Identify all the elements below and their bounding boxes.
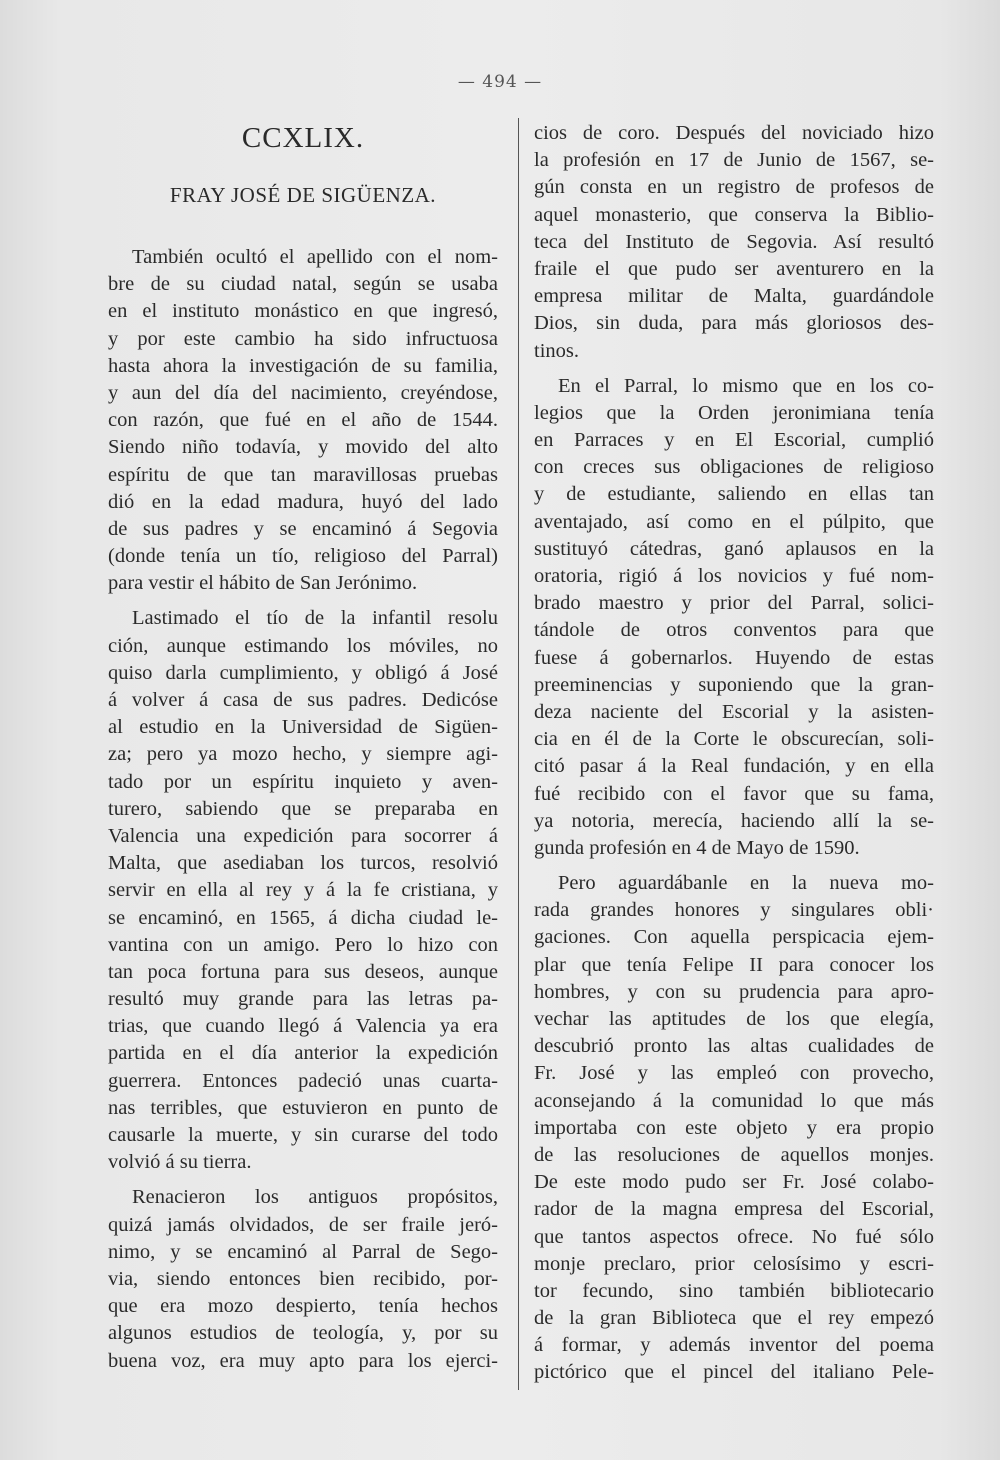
text-line: causarle la muerte, y sin curarse del todo: [108, 1124, 498, 1146]
text-line: teca del Instituto de Segovia. Así resultó: [534, 230, 934, 253]
text-line: de la gran Biblioteca que el rey empezó: [534, 1307, 934, 1330]
text-line: nimo, y se encaminó al Parral de Sego-: [108, 1240, 498, 1263]
text-line: tor fecundo, sino también bibliotecario: [534, 1279, 934, 1302]
text-line: y de estudiante, saliendo en ellas tan: [534, 483, 934, 506]
paragraph-gap: [534, 365, 934, 373]
text-line: á formar, y además inventor del poema: [534, 1334, 934, 1357]
text-line: en Parraces y en El Escorial, cumplió: [534, 429, 934, 452]
text-line: rador de la magna empresa del Escorial,: [534, 1198, 934, 1221]
text-line: empresa militar de Malta, guardándole: [534, 285, 934, 308]
text-line: cios de coro. Después del noviciado hizo: [534, 122, 934, 144]
page-number: — 494 —: [457, 72, 543, 92]
text-line: vechar las aptitudes de los que elegía,: [534, 1008, 934, 1030]
text-line: que era mozo despierto, tenía hechos: [108, 1295, 498, 1318]
text-line: legios que la Orden jeronimiana tenía: [534, 401, 934, 424]
text-line: sustituyó cátedras, ganó aplausos en la: [534, 537, 934, 560]
text-line: En el Parral, lo mismo que en los co-: [558, 374, 934, 397]
paragraph: [534, 373, 934, 862]
text-line: deza naciente del Escorial y la asisten-: [534, 700, 934, 723]
text-line: con creces sus obligaciones de religioso: [534, 456, 934, 479]
text-line: quizá jamás olvidados, de ser fraile jeró-: [108, 1213, 498, 1236]
text-line: preeminencias y suponiendo que la gran-: [534, 673, 934, 696]
text-line: en el instituto monástico en que ingresó,: [108, 300, 498, 323]
text-line: importaba con este objeto y era propio: [534, 1116, 934, 1139]
text-line: Malta, que asediaban los turcos, resolvió: [108, 852, 498, 875]
text-line: Fr. José y las empleó con provecho,: [534, 1062, 934, 1085]
text-line: aventajado, así como en el púlpito, que: [534, 510, 934, 533]
right-column: [534, 120, 934, 1387]
text-line: citó pasar á la Real fundación, y en ella: [534, 755, 934, 778]
text-line: hasta ahora la investigación de su familia,: [108, 354, 498, 377]
text-line: monje preclaro, prior celosísimo y escri-: [534, 1252, 934, 1275]
right-column-body: [534, 120, 934, 1387]
text-line: turero, sabiendo que se preparaba en: [108, 797, 498, 820]
text-line: za; pero ya mozo hecho, y siempre agi-: [108, 743, 498, 766]
text-line: aquel monasterio, que conserva la Biblio-: [534, 203, 934, 226]
text-line: fraile el que pudo ser aventurero en la: [534, 257, 934, 280]
paragraph: [108, 605, 498, 1176]
paragraph-gap: [534, 862, 934, 870]
text-line: de sus padres y se encaminó á Segovia: [108, 517, 498, 540]
text-line: nas terribles, que estuvieron en punto de: [108, 1096, 498, 1119]
text-line: gunda profesión en 4 de Mayo de 1590.: [534, 836, 860, 859]
text-line: algunos estudios de teología, y, por su: [108, 1322, 498, 1345]
text-line: ción, aunque estimando los móviles, no: [108, 634, 498, 657]
text-line: tan poca fortuna para sus deseos, aunque: [108, 960, 498, 983]
text-line: De este modo pudo ser Fr. José colabo-: [534, 1171, 934, 1194]
text-line: se encaminó, en 1565, á dicha ciudad le-: [108, 906, 498, 929]
text-line: vantina con un amigo. Pero lo hizo con: [108, 933, 498, 956]
text-line: guerrera. Entonces padeció unas cuarta-: [108, 1069, 498, 1092]
text-line: tándole de otros conventos para que: [534, 619, 934, 642]
paragraph: [534, 870, 934, 1387]
text-line: Renacieron los antiguos propósitos,: [132, 1186, 498, 1209]
text-line: oratoria, rigió á los novicios y fué nom-: [534, 565, 934, 587]
text-line: bre de su ciudad natal, según se usaba: [108, 273, 498, 296]
column-divider: [518, 118, 519, 1390]
text-line: volvió á su tierra.: [108, 1151, 252, 1174]
left-column-body: [108, 244, 498, 1375]
text-line: al estudio en la Universidad de Sigüen-: [108, 716, 498, 739]
text-line: tinos.: [534, 339, 579, 362]
text-line: hombres, y con su prudencia para apro-: [534, 980, 934, 1003]
paragraph-gap: [108, 1176, 498, 1184]
text-line: aconsejando á la comunidad lo que más: [534, 1089, 934, 1112]
text-line: tado por un espíritu inquieto y aven-: [108, 770, 498, 793]
text-line: También ocultó el apellido con el nom-: [132, 246, 498, 268]
text-line: resultó muy grande para las letras pa-: [108, 988, 498, 1011]
text-line: con razón, que fué en el año de 1544.: [108, 409, 498, 432]
text-line: á volver á casa de sus padres. Dedicóse: [108, 689, 498, 711]
text-line: ya notoria, merecía, haciendo allí la se-: [534, 809, 934, 832]
left-column: [108, 120, 498, 1375]
text-line: servir en ella al rey y á la fe cristiana, y: [108, 879, 498, 902]
text-line: de las resoluciones de aquellos monjes.: [534, 1143, 934, 1166]
text-line: descubrió pronto las altas cualidades de: [534, 1035, 934, 1058]
text-line: Pero aguardábanle en la nueva mo-: [558, 872, 934, 895]
paragraph: [534, 120, 934, 365]
text-line: gún consta en un registro de profesos de: [534, 176, 934, 199]
text-line: y aun del día del nacimiento, creyéndose,: [108, 381, 498, 404]
text-line: que tantos aspectos ofrece. No fué sólo: [534, 1225, 934, 1248]
text-line: Lastimado el tío de la infantil resolu: [132, 607, 498, 630]
text-line: fuese á gobernarlos. Huyendo de estas: [534, 646, 934, 669]
text-line: Dios, sin duda, para más gloriosos des-: [534, 312, 934, 335]
text-line: plar que tenía Felipe II para conocer los: [534, 953, 934, 976]
text-line: quiso darla cumplimiento, y obligó á José: [108, 661, 498, 684]
text-line: fué recibido con el favor que su fama,: [534, 782, 934, 805]
paragraph: [108, 244, 498, 597]
text-line: rada grandes honores y singulares obli·: [534, 899, 934, 922]
text-line: la profesión en 17 de Junio de 1567, se-: [534, 149, 934, 172]
text-line: via, siendo entonces bien recibido, por-: [108, 1267, 498, 1290]
paragraph: [108, 1184, 498, 1374]
text-line: buena voz, era muy apto para los ejerci-: [108, 1349, 498, 1372]
text-line: Siendo niño todavía, y movido del alto: [108, 436, 498, 459]
chapter-number: CCXLIX.: [241, 122, 365, 154]
text-line: pictórico que el pincel del italiano Pele-: [534, 1361, 934, 1384]
text-line: espíritu de que tan maravillosas pruebas: [108, 463, 498, 486]
text-line: para vestir el hábito de San Jerónimo.: [108, 572, 418, 595]
chapter-title: FRAY JOSÉ DE SIGÜENZA.: [169, 183, 437, 207]
text-line: gaciones. Con aquella perspicacia ejem-: [534, 926, 934, 949]
text-line: dió en la edad madura, huyó del lado: [108, 490, 498, 513]
text-line: y por este cambio ha sido infructuosa: [108, 327, 498, 350]
paragraph-gap: [108, 597, 498, 605]
text-line: Valencia una expedición para socorrer á: [108, 824, 498, 847]
text-line: cia en él de la Corte le obscurecían, soli-: [534, 728, 934, 751]
text-line: brado maestro y prior del Parral, solici-: [534, 592, 934, 615]
text-line: (donde tenía un tío, religioso del Parral): [108, 545, 498, 568]
text-line: partida en el día anterior la expedición: [108, 1042, 498, 1065]
text-line: trias, que cuando llegó á Valencia ya era: [108, 1015, 498, 1038]
